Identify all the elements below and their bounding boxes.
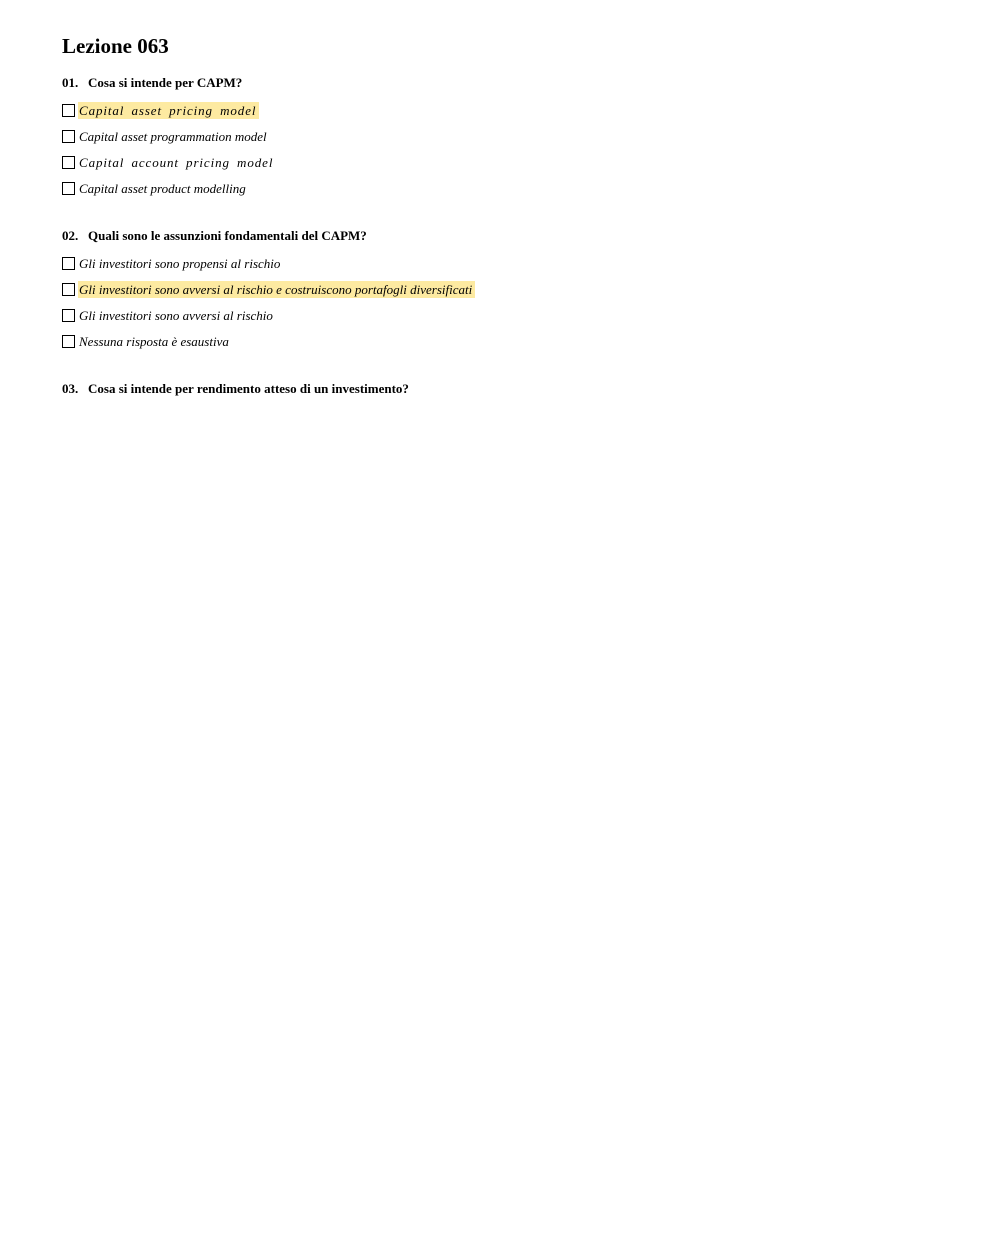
answer-option[interactable] (62, 276, 942, 302)
question-number: 03. (62, 381, 79, 396)
document-page (62, 32, 942, 398)
question-03 (62, 380, 942, 398)
question-label: Cosa si intende per CAPM? (88, 75, 243, 90)
question-label: Cosa si intende per rendimento atteso di un investimento? (88, 381, 409, 396)
answer-option[interactable] (62, 175, 942, 201)
answer-option[interactable] (62, 302, 942, 328)
answer-checkbox[interactable] (62, 335, 75, 348)
answer-list (62, 250, 942, 354)
question-02 (62, 227, 942, 354)
answer-option[interactable] (62, 149, 942, 175)
answer-label: Nessuna risposta è esaustiva (79, 333, 229, 349)
answer-option[interactable] (62, 250, 942, 276)
answer-checkbox[interactable] (62, 130, 75, 143)
question-text (62, 74, 942, 92)
question-01 (62, 74, 942, 201)
answer-checkbox[interactable] (62, 182, 75, 195)
answer-checkbox[interactable] (62, 104, 75, 117)
question-number: 02. (62, 228, 79, 243)
question-number: 01. (62, 75, 79, 90)
answer-label: Capital account pricing model (79, 154, 274, 170)
answer-label: Gli investitori sono avversi al rischio (79, 307, 273, 323)
answer-option[interactable] (62, 123, 942, 149)
answer-checkbox[interactable] (62, 257, 75, 270)
question-text (62, 227, 942, 245)
answer-label-highlighted: Capital asset pricing model (78, 102, 259, 119)
question-label: Quali sono le assunzioni fondamentali del CAPM? (88, 228, 367, 243)
answer-checkbox[interactable] (62, 283, 75, 296)
answer-label: Capital asset programmation model (79, 128, 267, 144)
answer-checkbox[interactable] (62, 309, 75, 322)
answer-label-highlighted: Gli investitori sono avversi al rischio e costruiscono portafogli diversificati (78, 281, 475, 298)
answer-label: Gli investitori sono propensi al rischio (79, 255, 281, 271)
lesson-title: Lezione 063 (62, 34, 169, 58)
answer-option[interactable] (62, 328, 942, 354)
answer-option[interactable] (62, 97, 942, 123)
question-text (62, 380, 942, 398)
answer-list (62, 97, 942, 201)
answer-label: Capital asset product modelling (79, 180, 246, 196)
answer-checkbox[interactable] (62, 156, 75, 169)
